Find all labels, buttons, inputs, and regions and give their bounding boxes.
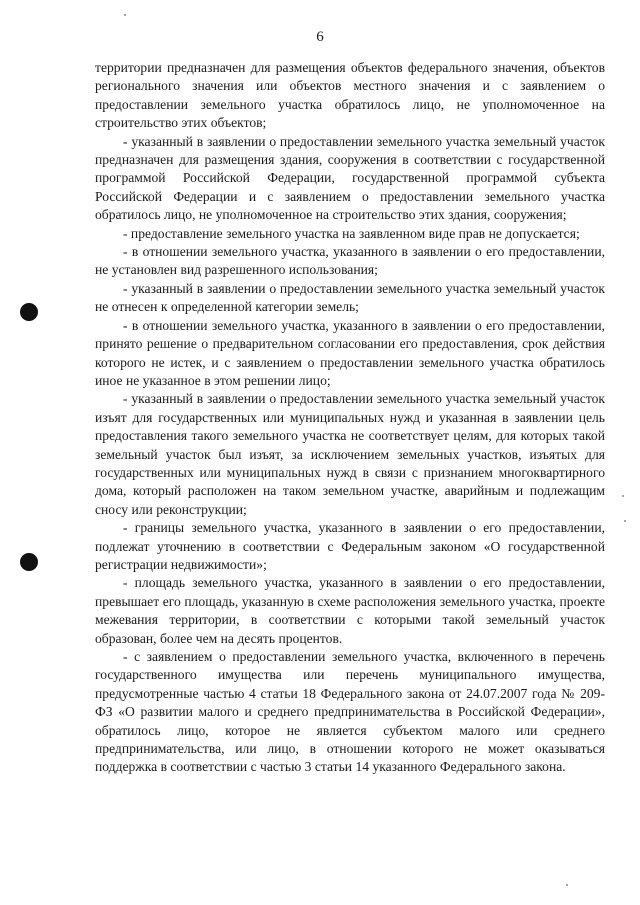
scan-speck	[624, 520, 626, 522]
list-item: - в отношении земельного участка, указанного в заявлении о его предоставлении, не установлен вид разрешенного использования;	[95, 244, 605, 278]
body-text	[95, 59, 605, 777]
scan-speck	[622, 495, 624, 497]
list-item: - указанный в заявлении о предоставлении земельного участка земельный участок предназначен для размещения здания, сооружения в соответствии с государственной программой Российской Федерации, государственной программой субъекта Российской Федерации и с заявлением о предоставлении земельного участка обратилось лицо, не уполномоченное на строительство этих здания, сооружения;	[95, 133, 605, 223]
list-item: - с заявлением о предоставлении земельного участка, включенного в перечень государственного имущества или перечень муниципального имущества, предусмотренные частью 4 статьи 18 Федерального закона от 24.07.2007 года № 209-ФЗ «О развитии малого и среднего предпринимательства в Российской Федерации», обратилось лицо, которое не является субъектом малого или среднего предпринимательства, или лицо, в отношении которого не может оказываться поддержка в соответствии с частью 3 статьи 14 указанного Федерального закона.	[95, 649, 605, 775]
scan-speck	[566, 884, 568, 886]
scan-speck	[124, 14, 126, 16]
list-item: - указанный в заявлении о предоставлении земельного участка земельный участок не отнесен к определенной категории земель;	[95, 280, 605, 315]
list-item: - границы земельного участка, указанного в заявлении о его предоставлении, подлежат уточнению в соответствии с Федеральным законом «О государственной регистрации недвижимости»;	[95, 520, 605, 572]
list-item: - в отношении земельного участка, указанного в заявлении о его предоставлении, принято решение о предварительном согласовании его предоставления, срок действия которого не истек, и с заявлением о предоставлении земельного участка обратилось иное не указанное в этом решении лицо;	[95, 317, 605, 388]
list-item: - предоставление земельного участка на заявленном виде прав не допускается;	[123, 225, 580, 241]
paragraph: территории предназначен для размещения объектов федерального значения, объектов регионального значения или объектов местного значения и с заявлением о предоставлении земельного участка обратилось лицо, не уполномоченное на строительство этих объектов;	[95, 60, 605, 131]
list-item: - указанный в заявлении о предоставлении земельного участка земельный участок изъят для государственных или муниципальных нужд и указанная в заявлении цель предоставления такого земельного участка не соответствует целям, для которых такой земельный участок был изъят, за исключением земельных участков, изъятых для государственных или муниципальных нужд в связи с признанием многоквартирного дома, который расположен на таком земельном участке, аварийным и подлежащим сносу или реконструкции;	[95, 391, 605, 517]
page-number: 6	[316, 29, 324, 45]
punch-hole	[20, 303, 38, 321]
punch-hole	[20, 553, 38, 571]
list-item: - площадь земельного участка, указанного в заявлении о его предоставлении, превышает его площадь, указанную в схеме расположения земельного участка, проекте межевания территории, в соответствии с которыми такой земельный участок образован, более чем на десять процентов.	[95, 575, 605, 646]
